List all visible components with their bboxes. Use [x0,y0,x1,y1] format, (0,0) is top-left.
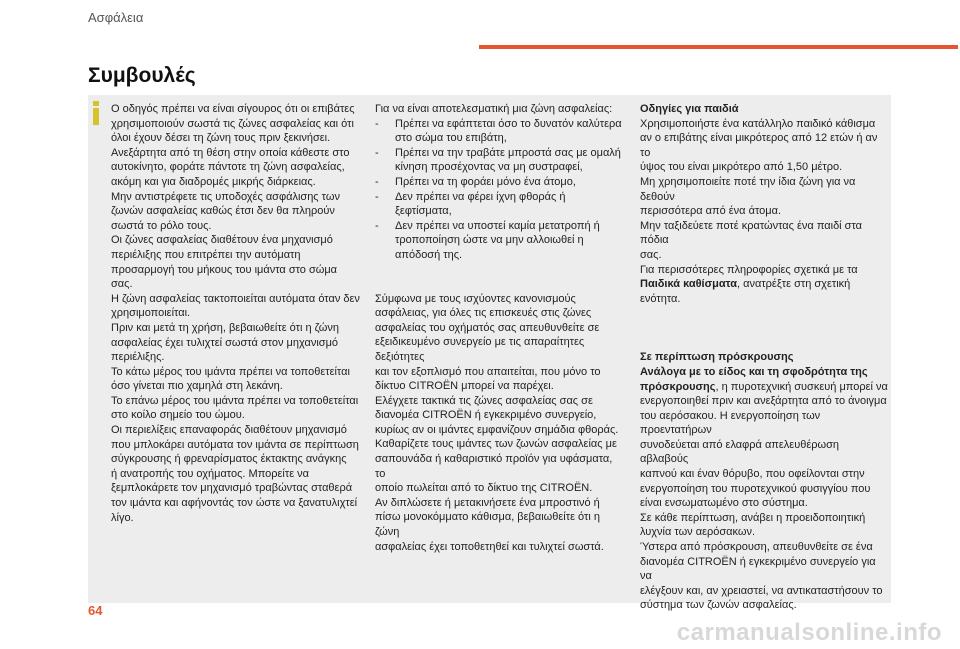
text-line: Καθαρίζετε τους ιμάντες των ζωνών ασφαλείας με [375,438,617,451]
list-item-text: Δεν πρέπει να υποστεί καμία μετατροπή ή τροποποίηση ώστε να μην αλλοιωθεί η απόδοσή της. [395,219,600,261]
bullet-dash: - [375,146,379,159]
text-line: δίκτυο CITROËN μπορεί να παρέχει. [375,380,554,393]
text-line: χρησιμοποιούν σωστά τις ζώνες ασφαλείας και ότι [111,117,354,130]
text-line: σας. [640,248,662,261]
text-line: λίγο. [111,511,134,524]
text-line: ενεργοποιηθεί πριν και ανεξάρτητα από το άνοιγμα [640,395,887,408]
text-line: Ανεξάρτητα από τη θέση στην οποία κάθεστε στο [111,146,350,159]
text-line: όσο γίνεται πιο χαμηλά στη λεκάνη. [111,380,283,393]
page-title: Συμβουλές [88,64,196,87]
text-line: αν ο επιβάτης είναι μικρότερος από 12 ετών ή αν το [640,132,878,159]
list-item [375,175,625,190]
text-line: εξειδικευμένο συνεργείο με τις απαραίτητες δεξιότητες [375,336,585,363]
text-line: Το επάνω μέρος του ιμάντα πρέπει να τοποθετείται [111,394,359,407]
text-line: που μπλοκάρει αυτόματα τον ιμάντα σε περίπτωση [111,438,359,451]
text-line: κυρίως αν οι ιμάντες εμφανίζουν σημάδια φθοράς. [375,423,619,436]
text-line: Ύστερα από πρόσκρουση, απευθυνθείτε σε ένα [640,541,873,554]
text-line: όλοι έχουν δέσει τη ζώνη τους πριν ξεκινήσει. [111,132,331,145]
text-line: ασφάλειας, για όλες τις επισκευές στις ζώνες [375,307,592,320]
text-line: Πριν και μετά τη χρήση, βεβαιωθείτε ότι η ζώνη [111,321,339,334]
child-seats-link: Παιδικά καθίσματα [640,278,737,291]
text-line: ασφαλείας έχει τυλιχτεί σωστά στον μηχανισμό [111,336,339,349]
list-item [375,219,625,263]
text-line: ελέγξουν και, αν χρειαστεί, να αντικαταστήσουν το [640,584,883,597]
crash-intro: Ανάλογα με το είδος και τη σφοδρότητα της πρόσκρουσης, η πυροτεχνική συσκευή μπορεί να [640,365,888,393]
crash-heading: Σε περίπτωση πρόσκρουσης [640,351,794,364]
list-item-text: Πρέπει να εφάπτεται όσο το δυνατόν καλύτερα στο σώμα του επιβάτη, [395,117,622,145]
text-line: είναι ενσωματωμένο στο σύστημα. [640,497,808,510]
text-line: οποίο πωλείται από το δίκτυο της CITROËN. [375,482,593,495]
children-paragraph [640,117,890,263]
list-item-text: Πρέπει να την τραβάτε μπροστά σας με ομαλή κίνηση προσέχοντας να μη συστραφεί, [395,146,621,174]
column-general-advice [111,102,361,525]
text-line: διανομέα CITROËN ή εγκεκριμένο συνεργείο για να [640,555,876,583]
text-line: προσαρμογή του μήκους του ιμάντα στο σώμα σας. [111,263,338,291]
text-line: σύστημα των ζωνών ασφαλείας. [640,599,797,612]
text-line: και τον εξοπλισμό που απαιτείται, που μόνο το [375,365,601,378]
text-line: στο κοίλο σημείο του ώμου. [111,409,245,422]
child-seats-reference: Για περισσότερες πληροφορίες σχετικά με τα Παιδικά καθίσματα, ανατρέξτε στη σχετική ενότητα. [640,263,858,305]
text-line: ύψος του είναι μικρότερο από 1,50 μέτρο. [640,161,843,174]
text-line: καπνού και έναν θόρυβο, που οφείλονται στην [640,468,865,481]
text-line: συνοδεύεται από ελαφρά απελευθέρωση αβλαβούς [640,438,839,466]
text-line: Ελέγχετε τακτικά τις ζώνες ασφαλείας σας σε [375,394,593,407]
list-item [375,146,625,175]
text-line: του αερόσακου. Η ενεργοποίηση των προεντατήρων [640,409,821,437]
info-icon [93,101,99,125]
text-line: λυχνία των αερόσακων. [640,526,756,539]
text-line: Χρησιμοποιήστε ένα κατάλληλο παιδικό κάθισμα [640,117,876,130]
text-line: πίσω μονοκόμματο κάθισμα, βεβαιωθείτε ότι η ζώνη [375,511,600,539]
text-line: αυτοκίνητο, φοράτε πάντοτε τη ζώνη ασφαλείας, [111,161,345,174]
list-item-text: Δεν πρέπει να φέρει ίχνη φθοράς ή ξεφτίσματα, [395,190,566,218]
text-line: Οι ζώνες ασφαλείας διαθέτουν ένα μηχανισμό [111,234,333,247]
page-number: 64 [88,603,103,618]
text-line: Η ζώνη ασφαλείας τακτοποιείται αυτόματα όταν δεν [111,292,360,305]
text-line: ξεμπλοκάρετε τον μηχανισμό τραβώντας σταθερά [111,482,353,495]
text-line: περιέλιξης που επιτρέπει την αυτόματη [111,248,301,261]
text-line: ή ανατροπής του οχήματος. Μπορείτε να [111,467,310,480]
text-line: περιέλιξης. [111,351,165,364]
list-item [375,117,625,146]
bullet-dash: - [375,219,379,232]
text-line: Το κάτω μέρος του ιμάντα πρέπει να τοποθετείται [111,365,350,378]
text-line: Σύμφωνα με τους ισχύοντες κανονισμούς [375,292,576,305]
text-line: Μη χρησιμοποιείτε ποτέ την ίδια ζώνη για να δεθούν [640,175,856,203]
belt-requirements-list [375,117,625,263]
text-line: ασφαλείας έχει τοποθετηθεί και τυλιχτεί σωστά. [375,540,604,553]
text-line: σύγκρουσης ή φρεναρίσματος έκτακτης ανάγκης [111,453,347,466]
children-heading: Οδηγίες για παιδιά [640,103,739,115]
text-line: Σε κάθε περίπτωση, ανάβει η προειδοποιητική [640,511,866,524]
bullet-dash: - [375,117,379,130]
crash-paragraph [640,394,890,613]
bullet-dash: - [375,175,379,188]
text-line: περισσότερα από ένα άτομα. [640,205,782,218]
text-line: ακόμη και για διαδρομές μικρής διάρκειας. [111,175,316,188]
text-line: Μην αντιστρέφετε τις υποδοχές ασφάλισης των [111,190,340,203]
bullet-dash: - [375,190,379,203]
header-accent-bar [479,45,958,49]
column-belt-effectiveness [375,102,625,554]
text-line: ασφαλείας του οχήματός σας απευθυνθείτε σε [375,321,600,334]
section-label: Ασφάλεια [88,10,144,25]
text-line: ζωνών ασφαλείας καθώς έτσι δεν θα πληρούν [111,205,335,218]
column-children-crash [640,102,890,613]
text-line: σωστά το ρόλο τους. [111,219,212,232]
watermark: carmanualsonline.info [676,619,942,646]
text-line: τον ιμάντα και αφήνοντάς τον ώστε να ξανατυλιχτεί [111,497,358,510]
text-line: ενεργοποίηση του πυροτεχνικού φυσιγγίου που [640,482,871,495]
text-line: Ο οδηγός πρέπει να είναι σίγουρος ότι οι επιβάτες [111,103,355,115]
list-item [375,190,625,219]
repairs-paragraph [375,292,625,394]
text-line: Οι περιελίξεις επαναφοράς διαθέτουν μηχανισμό [111,424,347,437]
text-line: σαπουνάδα ή καθαριστικό προϊόν για υφάσματα, το [375,453,613,480]
belt-intro: Για να είναι αποτελεσματική μια ζώνη ασφαλείας: [375,103,613,115]
text-line: διανομέα CITROËN ή εγκεκριμένο συνεργείο, [375,409,597,422]
list-item-text: Πρέπει να τη φοράει μόνο ένα άτομο, [395,175,576,188]
maintenance-paragraph [375,394,625,555]
text-line: Μην ταξιδεύετε ποτέ κρατώντας ένα παιδί στα πόδια [640,219,863,247]
text-line: Αν διπλώσετε ή μετακινήσετε ένα μπροστινό ή [375,496,600,509]
text-line: χρησιμοποιείται. [111,307,191,320]
